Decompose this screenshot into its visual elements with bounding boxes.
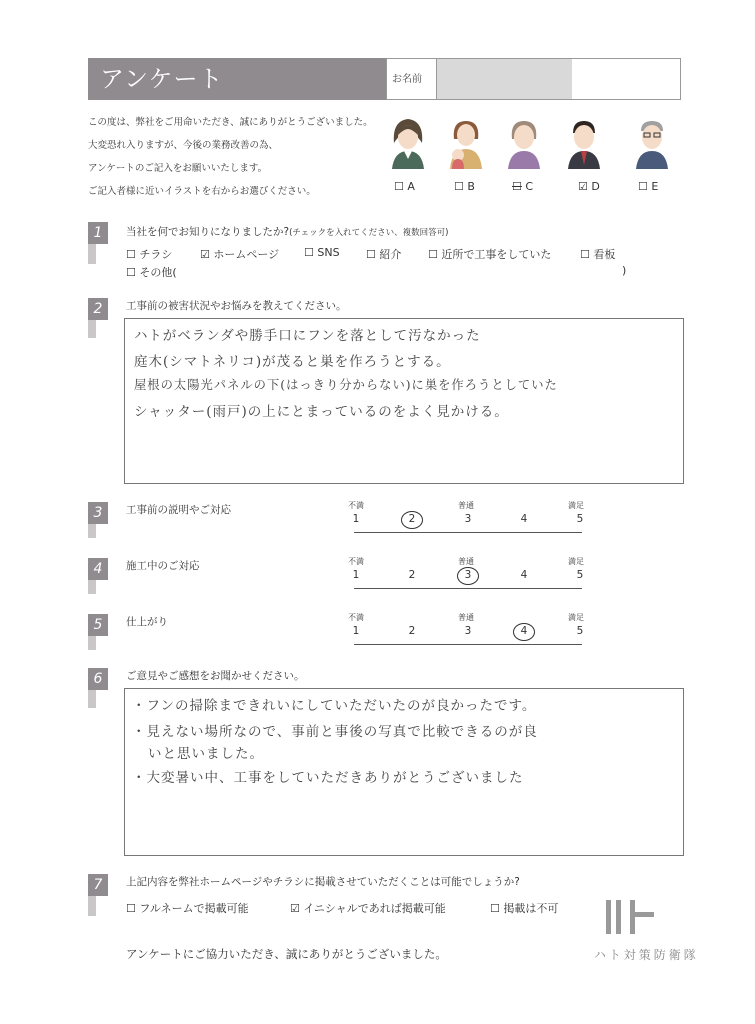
company-logo-icon: [604, 898, 656, 936]
q5-scale-line: [354, 644, 582, 645]
character-d-label: D: [591, 180, 600, 193]
businessman-illustration-icon: [562, 113, 606, 169]
q4-option-2[interactable]: 2: [408, 569, 416, 581]
woman-student-illustration-icon: [386, 113, 430, 169]
q4-label-high: 満足: [568, 557, 584, 566]
q2-answer-line-2: 庭木(シマトネリコ)が茂ると巣を作ろうとする。: [134, 354, 451, 370]
q3-scale-line: [354, 532, 582, 533]
q1-option-sns[interactable]: ☐ SNS: [304, 246, 340, 259]
name-label: お名前: [392, 74, 422, 85]
q3-label-low: 不満: [348, 501, 364, 510]
survey-title: アンケート: [88, 58, 386, 100]
q7-option-initials[interactable]: ☑ イニシャルであれば掲載可能: [290, 902, 446, 915]
q1-other-close-paren: ): [622, 264, 627, 277]
q4-label-mid: 普通: [458, 557, 474, 566]
character-option-e[interactable]: ☐ E: [638, 180, 659, 193]
character-option-d[interactable]: ☑ D: [578, 180, 600, 193]
q3-label-mid: 普通: [458, 501, 474, 510]
q2-answer-line-4: シャッター(雨戸)の上にとまっているのをよく見かける。: [134, 404, 509, 420]
q7-option-not-allowed[interactable]: ☐ 掲載は不可: [490, 902, 559, 915]
q5-label-low: 不満: [348, 613, 364, 622]
q4-option-5[interactable]: 5: [576, 569, 584, 581]
q4-label-low: 不満: [348, 557, 364, 566]
q3-option-1[interactable]: 1: [352, 513, 360, 525]
q4-option-3[interactable]: 3: [464, 569, 472, 581]
q3-option-5[interactable]: 5: [576, 513, 584, 525]
q3-option-4[interactable]: 4: [520, 513, 528, 525]
q1-option-flyer-label: チラシ: [139, 248, 173, 261]
name-input-area[interactable]: [437, 59, 572, 99]
character-option-a[interactable]: ☐ A: [394, 180, 415, 193]
q5-label-mid: 普通: [458, 613, 474, 622]
mother-child-illustration-icon: [444, 113, 488, 169]
q7-option-full-name-label: フルネームで掲載可能: [139, 902, 249, 915]
q1-option-signboard-label: 看板: [593, 248, 616, 261]
q4-question: 施工中のご対応: [126, 560, 200, 572]
q3-selected-circle: [401, 511, 423, 529]
q2-number: 2: [88, 298, 108, 320]
q7-option-full-name[interactable]: ☐ フルネームで掲載可能: [126, 902, 249, 915]
q5-option-3[interactable]: 3: [464, 625, 472, 637]
q1-option-referral-label: 紹介: [379, 248, 402, 261]
character-option-b[interactable]: ☐ B: [454, 180, 475, 193]
q5-label-high: 満足: [568, 613, 584, 622]
character-c-label: C: [525, 180, 534, 193]
q6-answer-line-2: ・見えない場所なので、事前と事後の写真で比較できるのが良: [132, 724, 538, 740]
q6-answer-line-4: ・大変暑い中、工事をしていただきありがとうございました: [132, 770, 524, 786]
q6-answer-line-3: いと思いました。: [148, 746, 264, 762]
q1-option-homepage-label: ホームページ: [213, 248, 280, 261]
q5-rating-scale[interactable]: [340, 610, 600, 650]
q4-selected-circle: [457, 567, 479, 585]
q1-option-nearby-work-label: 近所で工事をしていた: [441, 248, 552, 261]
q5-question: 仕上がり: [126, 616, 168, 628]
q2-answer-line-3: 屋根の太陽光パネルの下(はっきり分からない)に巣を作ろうとしていた: [134, 378, 558, 392]
q7-option-initials-label: イニシャルであれば掲載可能: [303, 902, 446, 915]
q1-question: [126, 224, 448, 239]
q5-option-5[interactable]: 5: [576, 625, 584, 637]
character-b-label: B: [467, 180, 475, 193]
q5-option-1[interactable]: 1: [352, 625, 360, 637]
q3-question: 工事前の説明やご対応: [126, 504, 231, 516]
q3-option-2[interactable]: 2: [408, 513, 416, 525]
q1-note: (チェックを入れてください、複数回答可): [289, 228, 449, 238]
company-logo-text: ハト対策防衛隊: [594, 948, 699, 962]
character-a-label: A: [407, 180, 415, 193]
q1-question-text: 当社を何でお知りになりましたか?: [126, 226, 290, 238]
q1-option-signboard[interactable]: ☐ 看板: [580, 248, 616, 261]
q1-option-nearby-work[interactable]: ☐ 近所で工事をしていた: [428, 248, 552, 261]
q1-option-flyer[interactable]: ☐ チラシ: [126, 248, 173, 261]
q1-option-sns-label: SNS: [317, 246, 340, 259]
character-option-c[interactable]: ☐ C: [512, 180, 534, 193]
q4-number: 4: [88, 558, 108, 580]
q3-number: 3: [88, 502, 108, 524]
q6-question: ご意見やご感想をお聞かせください。: [126, 670, 305, 682]
q1-option-referral[interactable]: ☐ 紹介: [366, 248, 402, 261]
q1-option-homepage[interactable]: ☑ ホームページ: [200, 248, 280, 261]
q3-option-3[interactable]: 3: [464, 513, 472, 525]
q7-number: 7: [88, 874, 108, 896]
q4-rating-scale[interactable]: [340, 554, 600, 594]
q5-selected-circle: [513, 623, 535, 641]
q3-rating-scale[interactable]: [340, 498, 600, 538]
senior-man-glasses-illustration-icon: [630, 113, 674, 169]
intro-line-4: ご記入者様に近いイラストを右からお選びください。: [88, 186, 316, 197]
q5-option-4[interactable]: 4: [520, 625, 528, 637]
q4-option-4[interactable]: 4: [520, 569, 528, 581]
q5-option-2[interactable]: 2: [408, 625, 416, 637]
q6-number: 6: [88, 668, 108, 690]
senior-woman-illustration-icon: [502, 113, 546, 169]
character-e-label: E: [651, 180, 659, 193]
q3-label-high: 満足: [568, 501, 584, 510]
q7-option-not-allowed-label: 掲載は不可: [503, 902, 559, 915]
q1-option-other-label: その他(: [139, 266, 177, 279]
footer-thanks: アンケートにご協力いただき、誠にありがとうございました。: [126, 947, 447, 961]
intro-line-3: アンケートのご記入をお願いいたします。: [88, 163, 268, 174]
q1-option-other[interactable]: ☐ その他(: [126, 266, 177, 279]
intro-line-1: この度は、弊社をご用命いただき、誠にありがとうございました。: [88, 117, 373, 128]
q1-number: 1: [88, 222, 108, 244]
q7-question: 上記内容を弊社ホームページやチラシに掲載させていただくことは可能でしょうか?: [126, 876, 520, 888]
q6-answer-line-1: ・フンの掃除まできれいにしていただいたのが良かったです。: [132, 698, 537, 714]
q4-option-1[interactable]: 1: [352, 569, 360, 581]
q5-number: 5: [88, 614, 108, 636]
q2-question: 工事前の被害状況やお悩みを教えてください。: [126, 300, 347, 312]
intro-line-2: 大変恐れ入りますが、今後の業務改善の為、: [88, 140, 279, 151]
q4-scale-line: [354, 588, 582, 589]
q2-answer-line-1: ハトがベランダや勝手口にフンを落として汚なかった: [134, 328, 481, 344]
